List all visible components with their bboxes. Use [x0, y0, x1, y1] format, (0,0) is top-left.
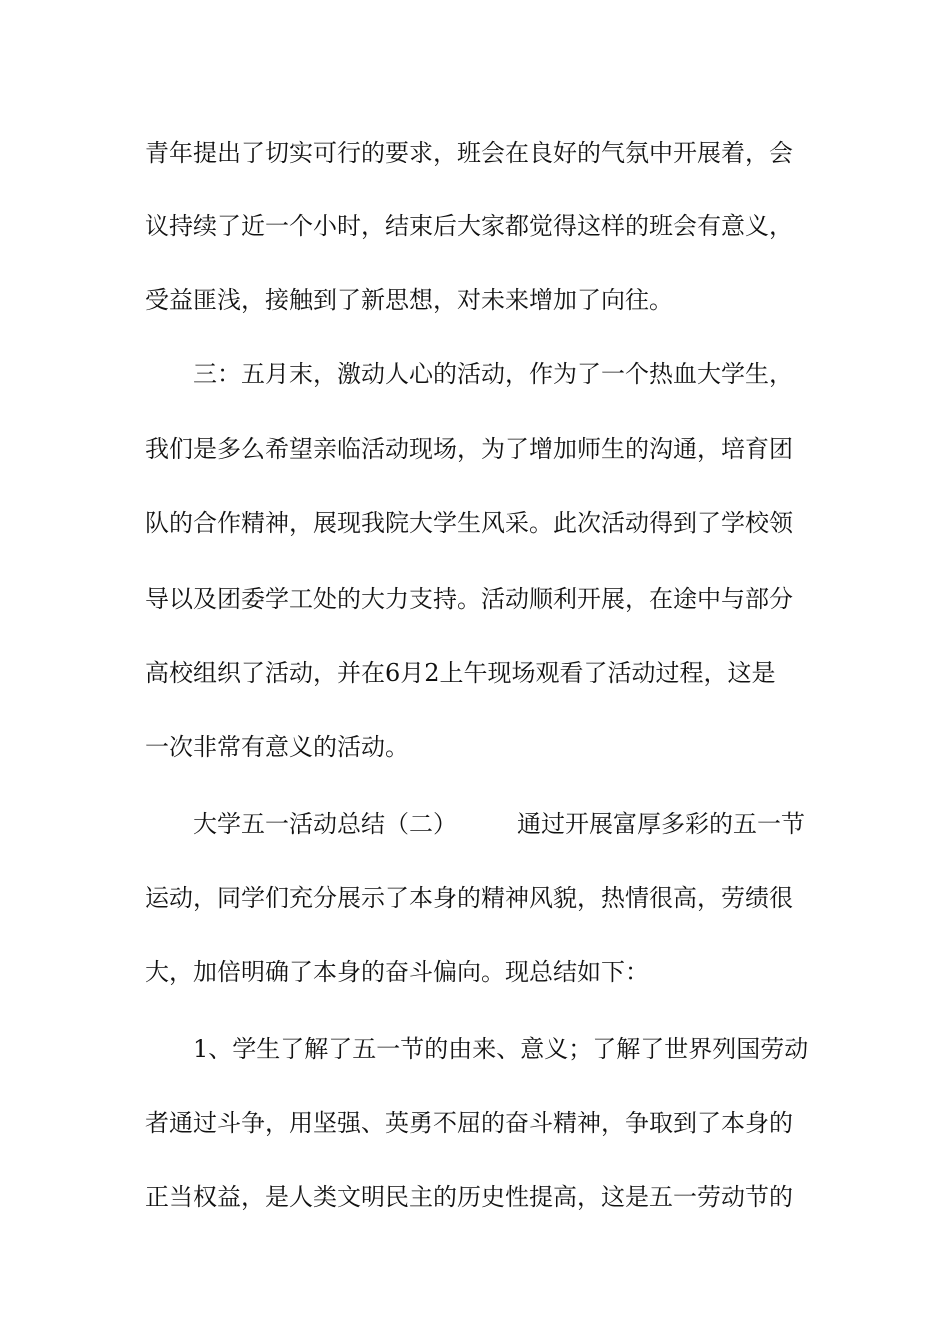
- text-line: 三：五月末，激动人心的活动，作为了一个热血大学生，: [145, 360, 793, 388]
- text-line: 运动，同学们充分展示了本身的精神风貌，热情很高，劳绩很: [145, 884, 793, 912]
- text-line: 队的合作精神，展现我院大学生风采。此次活动得到了学校领: [145, 509, 793, 537]
- text-line: 导以及团委学工处的大力支持。活动顺利开展，在途中与部分: [145, 585, 793, 613]
- text-line: 大，加倍明确了本身的奋斗偏向。现总结如下：: [145, 958, 649, 986]
- text-line: 议持续了近一个小时，结束后大家都觉得这样的班会有意义，: [145, 212, 793, 240]
- text-line: 高校组织了活动，并在6月2上午现场观看了活动过程，这是: [145, 659, 776, 687]
- text-line: 1、学生了解了五一节的由来、意义；了解了世界列国劳动: [145, 1035, 809, 1063]
- text-line: 正当权益，是人类文明民主的历史性提高，这是五一劳动节的: [145, 1183, 793, 1211]
- text-line: 大学五一活动总结（二） 通过开展富厚多彩的五一节: [145, 810, 805, 838]
- text-line: 青年提出了切实可行的要求，班会在良好的气氛中开展着，会: [145, 139, 793, 167]
- text-line: 受益匪浅，接触到了新思想，对未来增加了向往。: [145, 286, 673, 314]
- text-line: 一次非常有意义的活动。: [145, 733, 409, 761]
- text-line: 者通过斗争，用坚强、英勇不屈的奋斗精神，争取到了本身的: [145, 1109, 793, 1137]
- text-line: 我们是多么希望亲临活动现场，为了增加师生的沟通，培育团: [145, 435, 793, 463]
